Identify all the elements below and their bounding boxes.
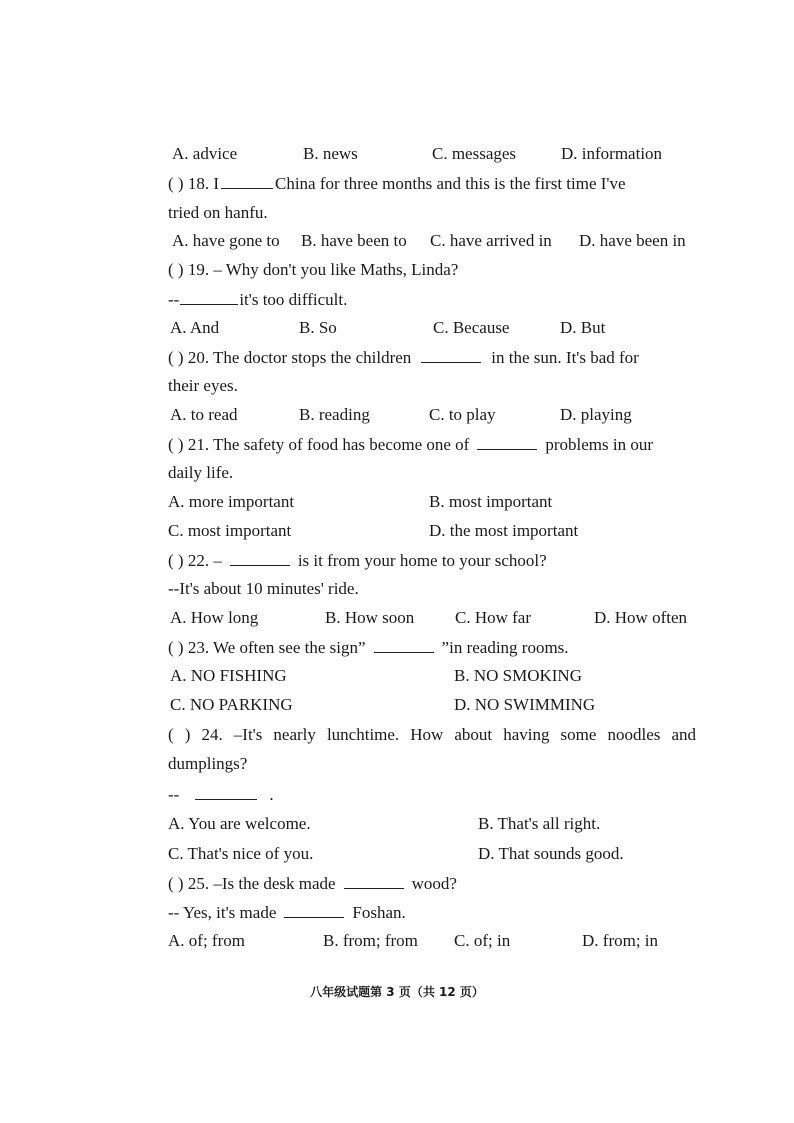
q17-option-b: B. news — [303, 144, 358, 163]
q21-option-c: C. most important — [168, 521, 292, 540]
q17-option-c: C. messages — [432, 144, 517, 163]
q19-option-c: C. Because — [433, 318, 510, 337]
q22-option-a: A. How long — [170, 608, 259, 627]
q24-reply-prefix: -- — [168, 785, 180, 804]
q18-stem-line2: tried on hanfu. — [168, 203, 268, 222]
q25-answer-blank-1[interactable] — [344, 872, 404, 889]
q24-option-a: A. You are welcome. — [168, 814, 311, 833]
q20-option-d: D. playing — [560, 405, 632, 424]
q22-stem — [168, 549, 696, 572]
q20-after: in the sun. It's bad for — [491, 348, 639, 367]
q25-before: ( ) 25. –Is the desk made — [168, 874, 336, 893]
q18-option-d: D. have been in — [579, 231, 686, 250]
q25-option-a: A. of; from — [168, 931, 245, 950]
q21-before: ( ) 21. The safety of food has become one of — [168, 435, 470, 454]
q18-option-a: A. have gone to — [172, 231, 280, 250]
q25-option-c: C. of; in — [454, 931, 511, 950]
q22-option-b: B. How soon — [325, 608, 415, 627]
q24-option-c: C. That's nice of you. — [168, 844, 314, 863]
q25-stem — [168, 872, 696, 895]
q25-after: wood? — [411, 874, 457, 893]
q25-reply — [168, 901, 696, 924]
q23-option-b: B. NO SMOKING — [454, 666, 582, 685]
q24-stem-line2: dumplings? — [168, 754, 248, 773]
q21-option-b: B. most important — [429, 492, 553, 511]
q24-stem: ( ) 24. –It's nearly lunchtime. How about having some noodles and — [168, 725, 696, 744]
q18-option-c: C. have arrived in — [430, 231, 552, 250]
q19-reply-prefix: -- — [168, 290, 180, 309]
q22-after: is it from your home to your school? — [297, 551, 547, 570]
q23-before: ( ) 23. We often see the sign” — [168, 638, 366, 657]
q19-answer-blank[interactable] — [180, 288, 238, 305]
q23-stem — [168, 636, 696, 659]
q20-option-b: B. reading — [299, 405, 370, 424]
q24-option-d: D. That sounds good. — [478, 844, 624, 863]
q18-option-b: B. have been to — [301, 231, 407, 250]
q19-option-b: B. So — [299, 318, 337, 337]
q23-answer-blank[interactable] — [374, 636, 434, 653]
page-footer: 八年级试题第 3 页（共 12 页） — [310, 985, 484, 999]
q24-answer-blank[interactable] — [195, 783, 257, 800]
q21-option-a: A. more important — [168, 492, 295, 511]
q25-option-d: D. from; in — [582, 931, 659, 950]
q23-option-a: A. NO FISHING — [170, 666, 287, 685]
q22-reply: --It's about 10 minutes' ride. — [168, 579, 359, 598]
q23-option-c: C. NO PARKING — [170, 695, 293, 714]
q24-reply-suffix: . — [269, 785, 274, 804]
q20-stem-line2: their eyes. — [168, 376, 238, 395]
q20-option-a: A. to read — [170, 405, 238, 424]
q19-reply — [168, 288, 696, 311]
q22-before: ( ) 22. – — [168, 551, 222, 570]
q23-after: ”in reading rooms. — [441, 638, 569, 657]
q22-option-c: C. How far — [455, 608, 532, 627]
q19-stem: ( ) 19. – Why don't you like Maths, Linda? — [168, 260, 459, 279]
q21-stem — [168, 433, 696, 456]
q25-reply-before: -- Yes, it's made — [168, 903, 277, 922]
q17-option-d: D. information — [561, 144, 663, 163]
q21-answer-blank[interactable] — [477, 433, 537, 450]
q17-option-a: A. advice — [172, 144, 238, 163]
q18-after-blank: China for three months and this is the first time I've — [274, 174, 626, 193]
q24-option-b: B. That's all right. — [478, 814, 601, 833]
q20-option-c: C. to play — [429, 405, 496, 424]
q24-reply — [168, 783, 696, 806]
q25-option-b: B. from; from — [323, 931, 418, 950]
q20-answer-blank[interactable] — [421, 346, 481, 363]
q20-stem — [168, 346, 696, 369]
q19-option-a: A. And — [170, 318, 220, 337]
q21-option-d: D. the most important — [429, 521, 579, 540]
q25-reply-after: Foshan. — [352, 903, 406, 922]
q19-reply-after: it's too difficult. — [239, 290, 348, 309]
q18-prefix: ( ) 18. I — [168, 174, 219, 193]
q19-option-d: D. But — [560, 318, 606, 337]
q22-answer-blank[interactable] — [230, 549, 290, 566]
q23-option-d: D. NO SWIMMING — [454, 695, 596, 714]
q22-option-d: D. How often — [594, 608, 688, 627]
q18-stem — [168, 172, 696, 195]
q18-answer-blank[interactable] — [221, 172, 273, 189]
q25-answer-blank-2[interactable] — [284, 901, 344, 918]
q21-stem-line2: daily life. — [168, 463, 234, 482]
q20-before: ( ) 20. The doctor stops the children — [168, 348, 412, 367]
q21-after: problems in our — [545, 435, 653, 454]
